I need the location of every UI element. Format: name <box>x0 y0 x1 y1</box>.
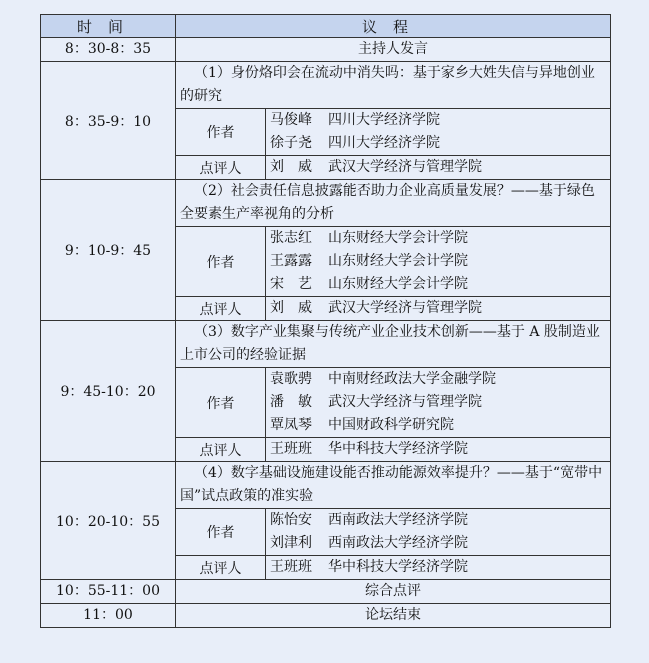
author-affiliation: 武汉大学经济与管理学院 <box>328 394 482 410</box>
session-title: （2）社会责任信息披露能否助力企业高质量发展？——基于绿色全要素生产率视角的分析 <box>176 180 611 227</box>
author-affiliation: 西南政法大学经济学院 <box>328 535 468 551</box>
author-affiliation: 山东财经大学会计学院 <box>328 253 468 269</box>
author-name: 张志红 <box>270 230 312 246</box>
reviewer-label: 点评人 <box>176 438 266 462</box>
header-time: 时间 <box>41 15 176 38</box>
author-name: 陈怡安 <box>270 512 312 528</box>
author-affiliation: 四川大学经济学院 <box>328 135 440 151</box>
author-entry <box>270 250 606 273</box>
reviewer-affiliation: 华中科技大学经济学院 <box>328 441 468 457</box>
closing-review-text: 综合点评 <box>176 580 611 604</box>
author-entry <box>270 109 606 132</box>
opening-time: 8：30-8：35 <box>41 38 176 62</box>
header-row <box>41 15 611 38</box>
author-name: 袁歌骋 <box>270 371 312 387</box>
session-title-row <box>41 321 611 368</box>
reviewer-affiliation: 华中科技大学经济学院 <box>328 559 468 575</box>
end-time: 11：00 <box>41 604 176 628</box>
author-name: 宋 艺 <box>270 276 312 292</box>
author-name: 王露露 <box>270 253 312 269</box>
end-row <box>41 604 611 628</box>
session-time: 9：10-9：45 <box>41 180 176 321</box>
author-entry <box>270 509 606 532</box>
session-title: （4）数字基础设施建设能否推动能源效率提升？——基于“宽带中国”试点政策的准实验 <box>176 462 611 509</box>
author-list <box>266 109 611 156</box>
closing-review-time: 10：55-11：00 <box>41 580 176 604</box>
reviewer-name: 王班班 <box>270 559 312 575</box>
session-time: 9：45-10：20 <box>41 321 176 462</box>
opening-text: 主持人发言 <box>176 38 611 62</box>
author-entry <box>270 532 606 555</box>
author-affiliation: 中国财政科学研究院 <box>328 417 454 433</box>
session-title-row <box>41 462 611 509</box>
closing-review-row <box>41 580 611 604</box>
author-entry <box>270 273 606 296</box>
author-label: 作者 <box>176 227 266 297</box>
reviewer-name: 王班班 <box>270 441 312 457</box>
reviewer-name: 刘 威 <box>270 159 312 175</box>
reviewer-label: 点评人 <box>176 156 266 180</box>
author-list <box>266 227 611 297</box>
author-name: 潘 敏 <box>270 394 312 410</box>
reviewer-name: 刘 威 <box>270 300 312 316</box>
author-affiliation: 山东财经大学会计学院 <box>328 276 468 292</box>
reviewer-entry <box>266 438 611 462</box>
author-list <box>266 368 611 438</box>
author-label: 作者 <box>176 109 266 156</box>
opening-row <box>41 38 611 62</box>
end-text: 论坛结束 <box>176 604 611 628</box>
reviewer-label: 点评人 <box>176 297 266 321</box>
reviewer-entry <box>266 297 611 321</box>
author-name: 刘津利 <box>270 535 312 551</box>
author-list <box>266 509 611 556</box>
author-entry <box>270 227 606 250</box>
session-title: （3）数字产业集聚与传统产业企业技术创新——基于 A 股制造业上市公司的经验证据 <box>176 321 611 368</box>
author-affiliation: 四川大学经济学院 <box>328 112 440 128</box>
sessions-body <box>41 62 611 580</box>
session-title-row <box>41 62 611 109</box>
author-entry <box>270 132 606 155</box>
reviewer-affiliation: 武汉大学经济与管理学院 <box>328 300 482 316</box>
author-label: 作者 <box>176 368 266 438</box>
author-affiliation: 西南政法大学经济学院 <box>328 512 468 528</box>
author-name: 覃凤琴 <box>270 417 312 433</box>
session-title-row <box>41 180 611 227</box>
author-affiliation: 山东财经大学会计学院 <box>328 230 468 246</box>
author-entry <box>270 368 606 391</box>
session-title: （1）身份烙印会在流动中消失吗：基于家乡大姓失信与异地创业的研究 <box>176 62 611 109</box>
author-entry <box>270 414 606 437</box>
header-agenda: 议程 <box>176 15 611 38</box>
reviewer-entry <box>266 156 611 180</box>
session-time: 8：35-9：10 <box>41 62 176 180</box>
agenda-table <box>40 14 611 628</box>
author-label: 作者 <box>176 509 266 556</box>
session-time: 10：20-10：55 <box>41 462 176 580</box>
author-name: 徐子尧 <box>270 135 312 151</box>
author-affiliation: 中南财经政法大学金融学院 <box>328 371 496 387</box>
author-name: 马俊峰 <box>270 112 312 128</box>
reviewer-entry <box>266 556 611 580</box>
author-entry <box>270 391 606 414</box>
reviewer-affiliation: 武汉大学经济与管理学院 <box>328 159 482 175</box>
reviewer-label: 点评人 <box>176 556 266 580</box>
